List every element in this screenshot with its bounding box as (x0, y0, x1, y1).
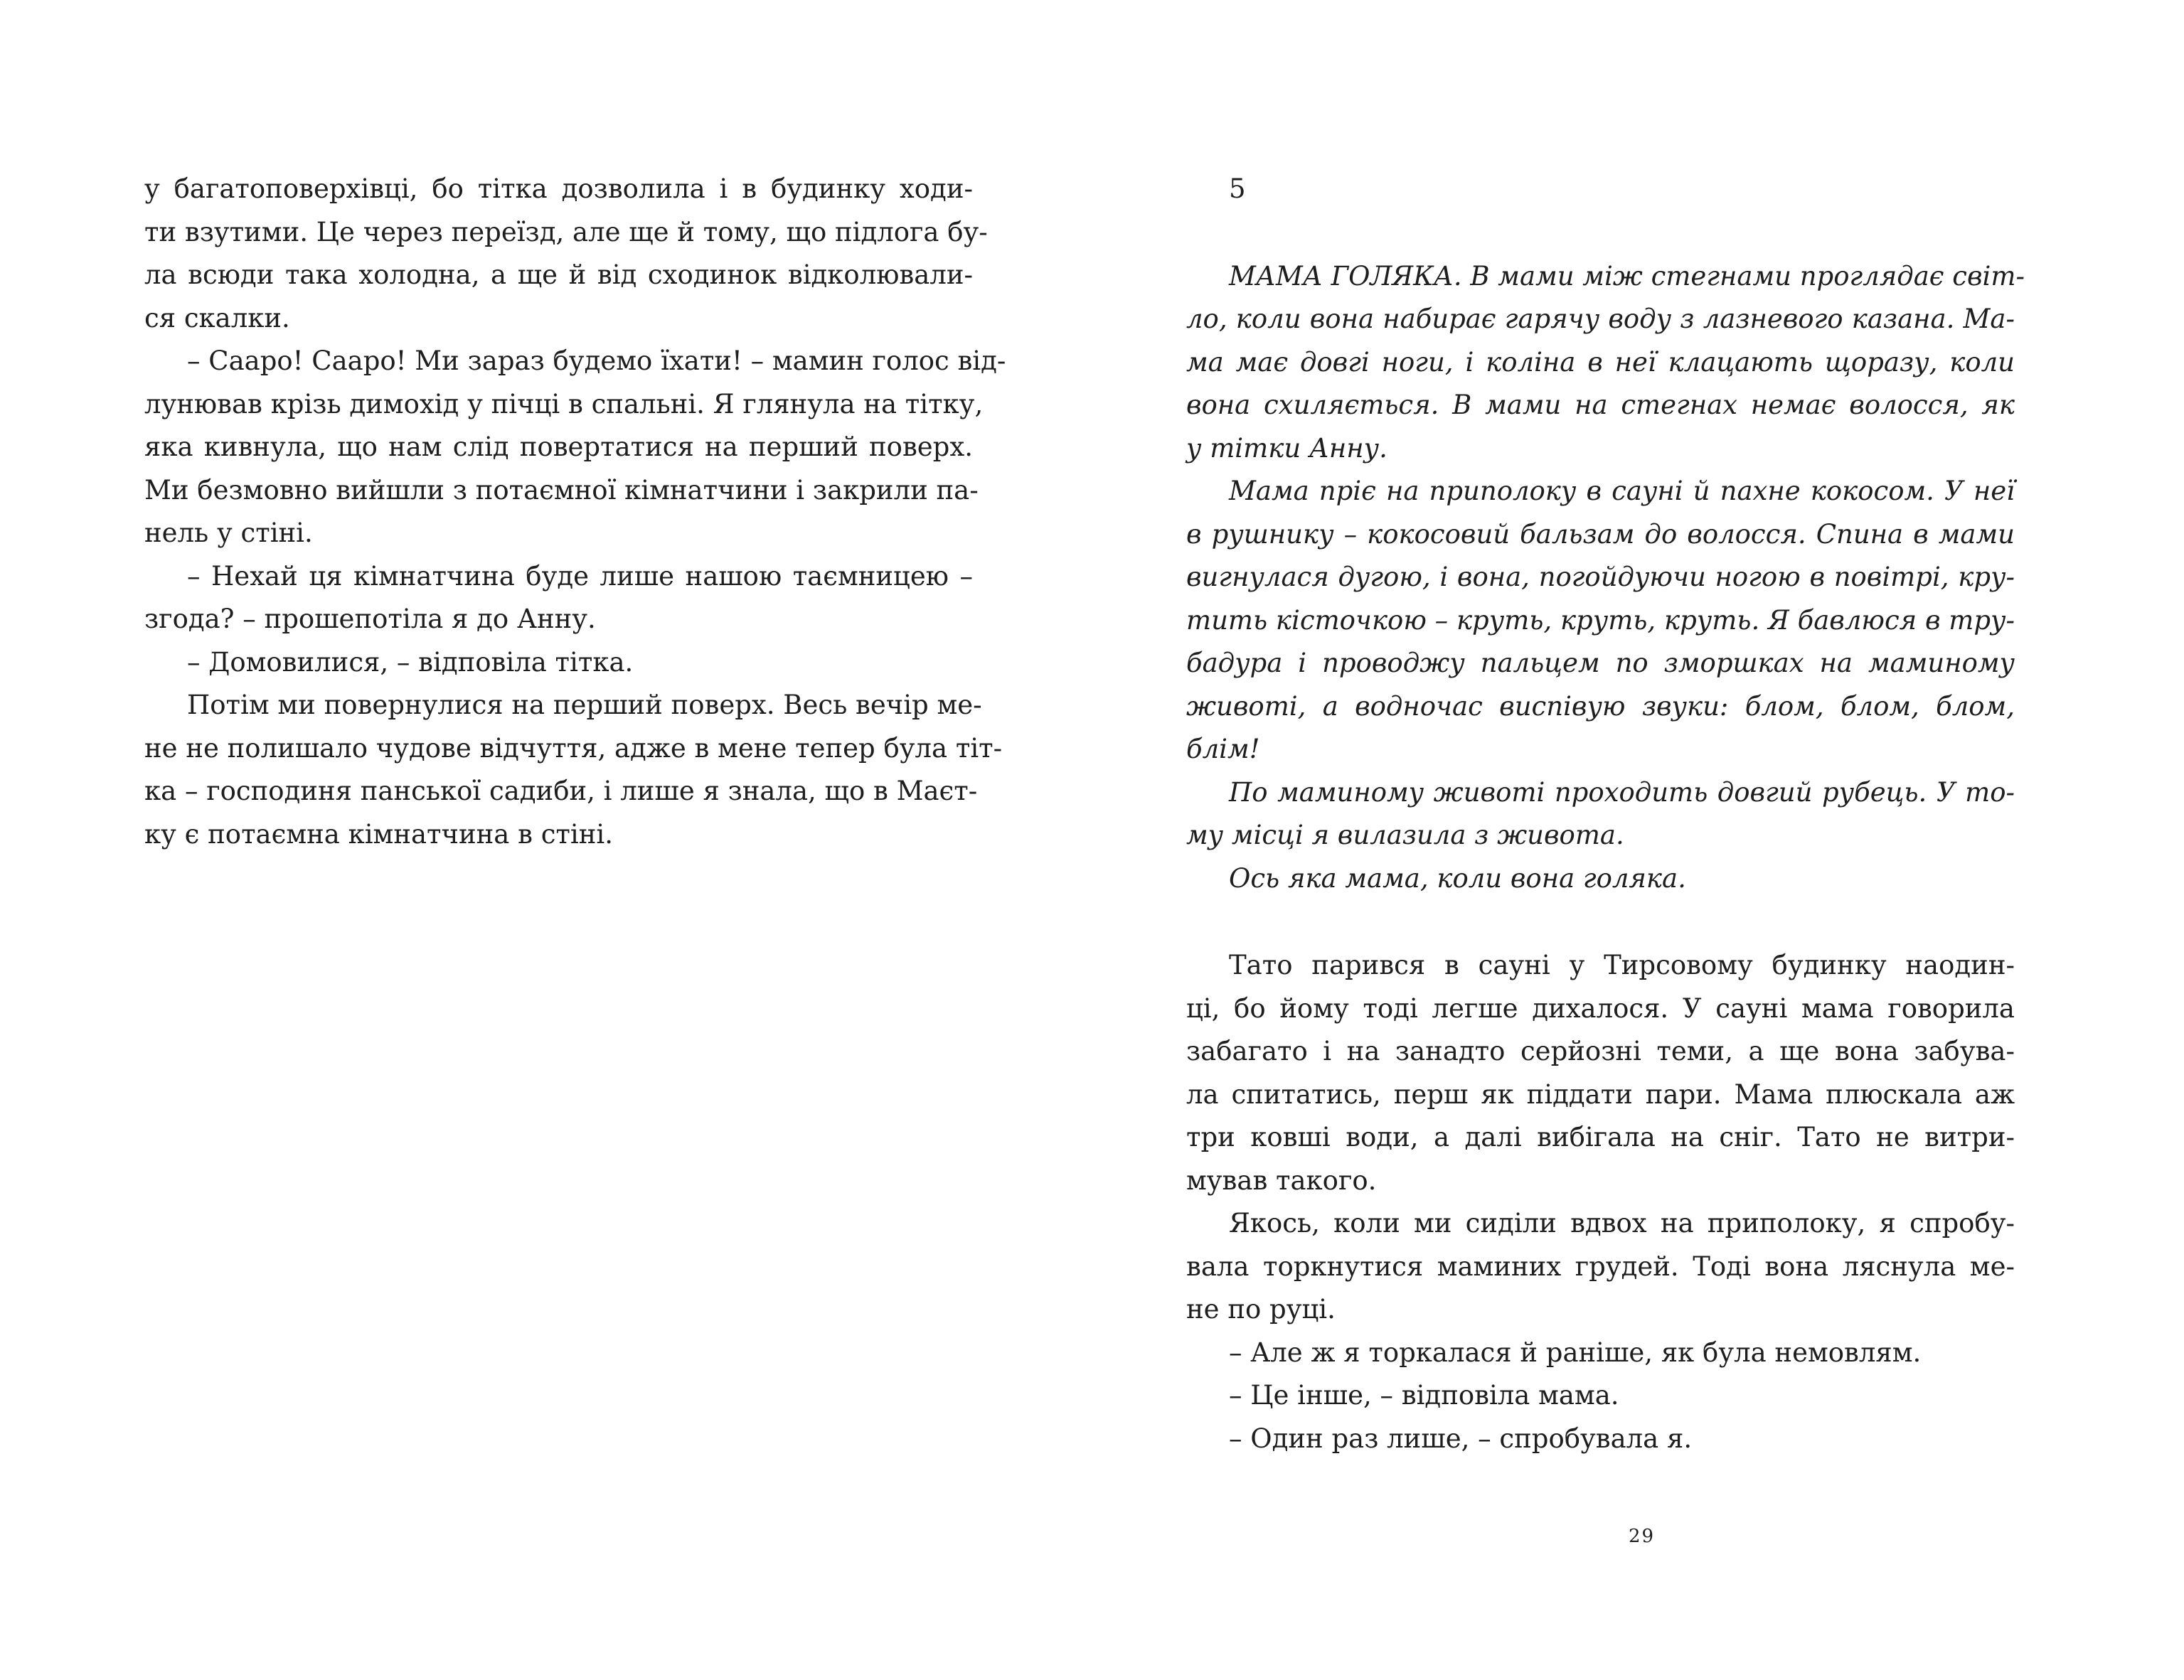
right-page-text (1186, 168, 2025, 1460)
text-line: Ми безмовно вийшли з потаємної кімнатчини і закрили па- (144, 474, 979, 505)
text-line: ла всюди така холодна, а ще й від сходинок відколювали- (144, 260, 973, 290)
italic-line: ма має довгі ноги, і коліна в неї клацають щоразу, коли (1186, 346, 2015, 378)
text-line: – Домовилися, – відповіла тітка. (187, 646, 634, 678)
text-line: у багатоповерхівці, бо тітка дозволила і в будинку ходи- (144, 173, 973, 204)
text-line: – Один раз лише, – спробувала я. (1229, 1423, 1693, 1454)
right-page (1092, 0, 2184, 1680)
text-line: ти взутими. Це через переїзд, але ще й тому, що підлога бу- (144, 216, 988, 247)
text-line: забагато і на занадто серйозні теми, а ще вона забува- (1186, 1036, 2015, 1066)
italic-line: По маминому животі проходить довгий рубець. У то- (1229, 776, 2015, 808)
text-line: Потім ми повернулися на перший поверх. Весь вечір ме- (187, 690, 982, 720)
text-line: вала торкнутися маминих грудей. Тоді вона ляснула ме- (1186, 1251, 2015, 1282)
text-line: – Нехай ця кімнатчина буде лише нашою таємницею – (187, 560, 973, 592)
text-line: мував такого. (1186, 1165, 1377, 1196)
text-line: Якось, коли ми сиділи вдвох на приполоку, я спробу- (1229, 1208, 2015, 1238)
italic-line: ло, коли вона набирає гарячу воду з лазневого казана. Ма- (1186, 304, 2015, 334)
text-line: згода? – прошепотіла я до Анну. (144, 604, 596, 634)
italic-line: МАМА ГОЛЯКА. В мами між стегнами проглядає світ- (1229, 260, 2025, 291)
text-line: ла спитатись, перш як піддати пари. Мама плюскала аж (1186, 1079, 2015, 1110)
italic-line: бадура і проводжу пальцем по зморшках на маминому (1186, 648, 2015, 678)
italic-line: вона схиляється. В мами на стегнах немає волосся, як (1186, 390, 2015, 420)
italic-line: блім! (1186, 734, 1260, 764)
text-line: – Сааро! Сааро! Ми зараз будемо їхати! – мамин голос від- (187, 346, 1006, 376)
page-number: 29 (1629, 1526, 1656, 1547)
text-line: Тато парився в сауні у Тирсовому будинку наодин- (1229, 950, 2015, 980)
italic-line: му місці я вилазила з живота. (1186, 820, 1624, 850)
italic-line: у тітки Анну. (1186, 432, 1387, 464)
text-line: не не полишало чудове відчуття, адже в мене тепер була тіт- (144, 732, 1003, 764)
text-line: лунював крізь димохід у пічці в спальні. Я глянула на тітку, (144, 388, 984, 419)
text-line: ка – господиня панської садиби, і лише я знала, що в Маєт- (144, 776, 978, 806)
text-line: ці, бо йому тоді легше дихалося. У сауні мама говорила (1186, 993, 2015, 1024)
text-line: – Але ж я торкалася й раніше, як була немовлям. (1229, 1337, 1922, 1368)
section-gap (1186, 211, 2015, 255)
left-page-text (144, 168, 1006, 856)
italic-line: в рушнику – кокосовий бальзам до волосся. Спина в мами (1186, 518, 2015, 550)
italic-line: Ось яка мама, коли вона голяка. (1229, 862, 1686, 894)
text-line: ся скалки. (144, 302, 290, 333)
text-line: три ковші води, а далі вибігала на сніг. Тато не витри- (1186, 1122, 2015, 1152)
italic-line: тить кісточкою – круть, круть, круть. Я бавлюся в тру- (1186, 604, 2015, 636)
text-line: нель у стіні. (144, 518, 313, 548)
section-gap (1186, 900, 2015, 944)
text-line: не по руці. (1186, 1294, 1336, 1325)
text-line: ку є потаємна кімнатчина в стіні. (144, 818, 613, 850)
italic-line: вигнулася дугою, і вона, погойдуючи ногою в повітрі, кру- (1186, 562, 2015, 592)
text-line: яка кивнула, що нам слід повертатися на перший поверх. (144, 432, 973, 462)
italic-line: Мама пріє на приполоку в сауні й пахне кокосом. У неї (1229, 476, 2015, 506)
text-line: – Це інше, – відповіла мама. (1229, 1380, 1619, 1411)
chapter-number: 5 (1229, 173, 1246, 204)
italic-line: животі, а водночас виспівую звуки: блом, блом, блом, (1186, 690, 2015, 722)
